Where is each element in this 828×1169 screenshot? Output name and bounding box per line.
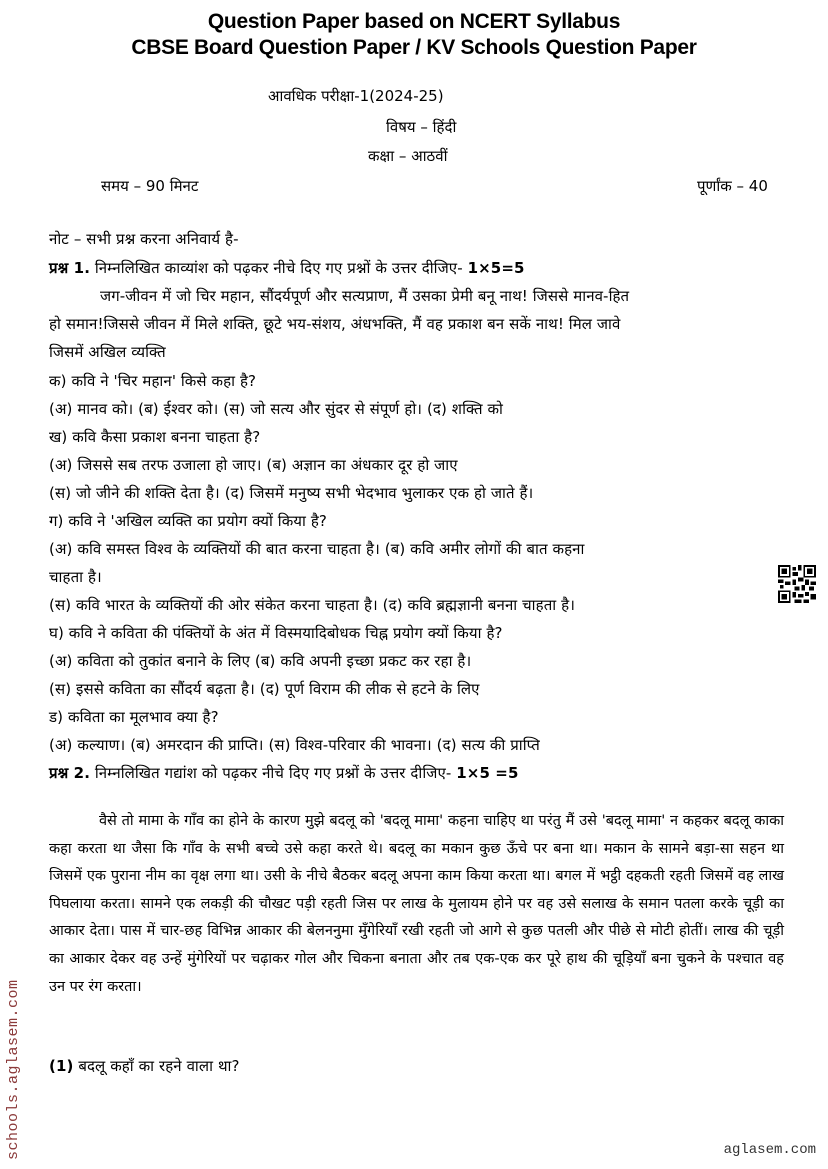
options-kha: (अ) जिससे सब तरफ उजाला हो जाए। (ब) अज्ञान का अंधकार दूर हो जाए: [49, 456, 458, 474]
options-da: (अ) कल्याण। (ब) अमरदान की प्राप्ति। (स) विश्व-परिवार की भावना। (द) सत्य की प्राप्ति: [49, 736, 540, 754]
exam-time: समय – 90 मिनट: [101, 177, 199, 195]
exam-class: कक्षा – आठवीं: [368, 147, 448, 165]
q2-label: प्रश्न 2.: [49, 764, 90, 782]
q1-instruction: निम्नलिखित काव्यांश को पढ़कर नीचे दिए गए प्रश्नों के उत्तर दीजिए-: [90, 259, 468, 277]
exam-max-marks: पूर्णांक – 40: [697, 177, 768, 195]
q2-marks: 1×5 =5: [456, 764, 519, 782]
header-title-line2: CBSE Board Question Paper / KV Schools Question Paper: [131, 36, 697, 59]
poem-line: जिसमें अखिल व्यक्ति: [49, 343, 166, 361]
question-text: बदलू कहाँ का रहने वाला था?: [73, 1057, 240, 1075]
options-gha: (स) इससे कविता का सौंदर्य बढ़ता है। (द) पूर्ण विराम की लीक से हटने के लिए: [49, 680, 480, 698]
options-gha: (अ) कविता को तुकांत बनाने के लिए (ब) कवि अपनी इच्छा प्रकट कर रहा है।: [49, 652, 472, 670]
q2-passage: [49, 808, 784, 1001]
q1-label: प्रश्न 1.: [49, 259, 90, 277]
options-ka: (अ) मानव को। (ब) ईश्वर को। (स) जो सत्य और सुंदर से संपूर्ण हो। (द) शक्ति को: [49, 400, 504, 418]
q2-instruction: निम्नलिखित गद्यांश को पढ़कर नीचे दिए गए प्रश्नों के उत्तर दीजिए-: [90, 764, 457, 782]
bottom-right-watermark: aglasem.com: [723, 1142, 816, 1158]
q1-marks: 1×5=5: [467, 259, 525, 277]
note: नोट – सभी प्रश्न करना अनिवार्य है-: [49, 230, 239, 248]
header-title-line1: Question Paper based on NCERT Syllabus: [207, 10, 621, 33]
subquestion-da: ड) कविता का मूलभाव क्या है?: [49, 708, 219, 726]
q1-heading: [49, 258, 525, 278]
q2-first-question: [49, 1056, 240, 1076]
options-ga: चाहता है।: [49, 568, 102, 586]
passage-text: वैसे तो मामा के गाँव का होने के कारण मुझे बदलू को 'बदलू मामा' कहना चाहिए था परंतु मैं उसे 'बदलू मामा' न कहकर बदलू काका कहा करता था जैसा कि गाँव के सभी बच्चे उसे कहा करते थे। बदलू का मकान कुछ ऊँचे पर बना था। मकान के सामने बड़ा-सा सहन था जिसमें एक पुराना नीम का वृक्ष लगा था। उसी के नीचे बैठकर बदलू अपना काम किया करता था। बगल में भट्ठी दहकती रहती जिसमें वह लाख पिघलाया करता। सामने एक लकड़ी की चौखट पड़ी रहती जिस पर लाख के मुलायम होने पर वह उसे सलाख के समान पतला करके चूड़ी का आकार देता। पास में चार-छह विभिन्न आकार की बेलननुमा मुँगेरियाँ रखी रहती जो आगे से कुछ पतली और पीछे से मोटी होतीं। लाख की चूड़ी का आकार देकर वह उन्हें मुंगेरियों पर चढ़ाकर गोल और चिकना बनाता और तब एक-एक कर पूरे हाथ की चूड़ियाँ बना चुकने के पश्चात वह उन पर रंग करता।: [49, 813, 784, 995]
poem-line: जग-जीवन में जो चिर महान, सौंदर्यपूर्ण और सत्यप्राण, मैं उसका प्रेमी बनू नाथ! जिससे मानव-हित: [100, 287, 630, 305]
options-ga: (अ) कवि समस्त विश्व के व्यक्तियों की बात करना चाहता है। (ब) कवि अमीर लोगों की बात कहना: [49, 540, 585, 558]
exam-name: आवधिक परीक्षा-1(2024-25): [268, 87, 444, 105]
options-ga: (स) कवि भारत के व्यक्तियों की ओर संकेत करना चाहता है। (द) कवि ब्रह्मज्ञानी बनना चाहता है।: [49, 596, 575, 614]
subquestion-ga: ग) कवि ने 'अखिल व्यक्ति का प्रयोग क्यों किया है?: [49, 512, 327, 530]
qr-code-icon: [778, 565, 816, 603]
subquestion-gha: घ) कवि ने कविता की पंक्तियों के अंत में विस्मयादिबोधक चिह्न प्रयोग क्यों किया है?: [49, 624, 503, 642]
subquestion-kha: ख) कवि कैसा प्रकाश बनना चाहता है?: [49, 428, 261, 446]
options-kha: (स) जो जीने की शक्ति देता है। (द) जिसमें मनुष्य सभी भेदभाव भुलाकर एक हो जाते हैं।: [49, 484, 534, 502]
side-watermark: schools.aglasem.com: [5, 979, 22, 1160]
poem-line: हो समान!जिससे जीवन में मिले शक्ति, छूटे भय-संशय, अंधभक्ति, मैं वह प्रकाश बन सकें नाथ! मिल जावे: [49, 315, 621, 333]
q2-heading: [49, 763, 519, 783]
exam-subject: विषय – हिंदी: [386, 118, 457, 136]
question-number: (1): [49, 1057, 74, 1075]
subquestion-ka: क) कवि ने 'चिर महान' किसे कहा है?: [49, 372, 257, 390]
